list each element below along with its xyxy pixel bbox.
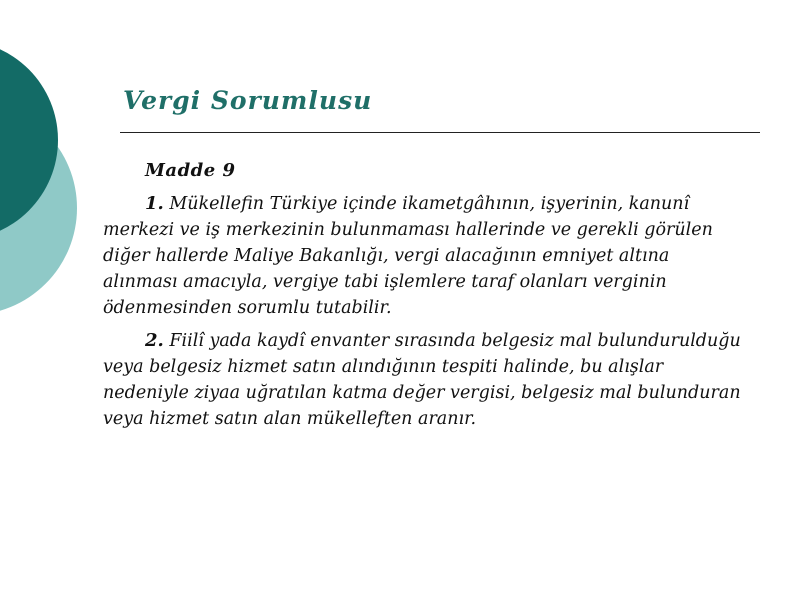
title-divider bbox=[120, 132, 760, 133]
paragraph-2-number: 2. bbox=[145, 330, 164, 351]
slide-content bbox=[103, 158, 743, 439]
paragraph-1 bbox=[103, 191, 743, 321]
paragraph-1-text: Mükellefin Türkiye içinde ikametgâhının, işyerinin, kanunî merkezi ve iş merkezinin bulunmaması hallerinde ve gerekli görülen diğer hallerde Maliye Bakanlığı, vergi alacağının emniyet altına alınması amacıyla, vergiye tabi işlemlere taraf olanları verginin ödenmesinden sorumlu tutabilir. bbox=[103, 194, 713, 318]
article-heading: Madde 9 bbox=[145, 160, 236, 181]
paragraph-2 bbox=[103, 328, 743, 432]
decorative-circles bbox=[0, 0, 90, 320]
slide-title: Vergi Sorumlusu bbox=[123, 86, 373, 115]
paragraph-1-number: 1. bbox=[145, 193, 164, 214]
paragraph-2-text: Fiilî yada kaydî envanter sırasında belgesiz mal bulundurulduğu veya belgesiz hizmet satın alındığının tespiti halinde, bu alışlar nedeniyle ziyaa uğratılan katma değer vergisi, belgesiz mal bulunduran veya hizmet satın alan mükelleften aranır. bbox=[103, 331, 741, 429]
